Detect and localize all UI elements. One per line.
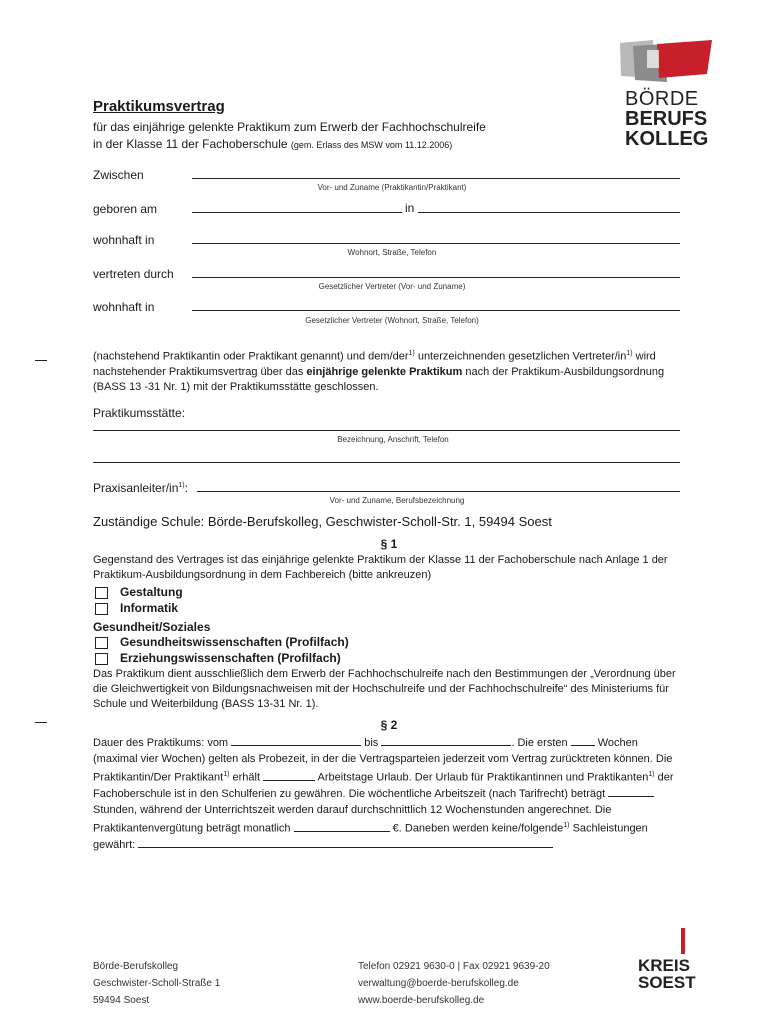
kreis-logo-bar xyxy=(681,928,685,954)
caption-name: Vor- und Zuname (Praktikantin/Praktikant) xyxy=(317,183,467,192)
option-gesundheitswissenschaften[interactable]: Gesundheitswissenschaften (Profilfach) xyxy=(95,635,349,649)
school-info: Zuständige Schule: Börde-Berufskolleg, Geschwister-Scholl-Str. 1, 59494 Soest xyxy=(93,514,552,529)
footer-school-name: Börde-Berufskolleg xyxy=(93,961,179,972)
kreis-logo-text-2: SOEST xyxy=(638,973,696,992)
kreis-soest-logo xyxy=(638,928,708,998)
kreis-logo-text-1: KREIS xyxy=(638,956,690,975)
input-line-guardian[interactable] xyxy=(192,277,680,278)
fold-mark-2 xyxy=(35,722,47,723)
label-praktikumsstaette: Praktikumsstätte: xyxy=(93,406,186,420)
input-line-birthdate[interactable] xyxy=(192,212,402,213)
input-line-guardian-address[interactable] xyxy=(192,310,680,311)
label-anleiter: Praxisanleiter/$in^{1)}$: xyxy=(93,481,188,495)
input-vacation-days[interactable] xyxy=(263,770,315,781)
option-erziehungswissenschaften[interactable]: Erziehungswissenschaften (Profilfach) xyxy=(95,651,341,665)
section-1-text-2: Das Praktikum dient ausschließlich dem Erwerb der Fachhochschulreife nach den Bestimmungen der „Verordnung über die Gleichwertigkeit von Bildungsnachweisen mit der Hochschulreife und der Fachhochschulreife“ des Ministeriums für Schule und Weiterbildung (BASS 13-31 Nr. 1). xyxy=(93,668,676,710)
checkbox-gestaltung[interactable] xyxy=(95,587,108,599)
subtitle-main: in der Klasse 11 der Fachoberschule xyxy=(93,137,288,151)
checkbox-erziehung[interactable] xyxy=(95,653,108,665)
label-wohnhaft-2: wohnhaft in xyxy=(93,300,155,314)
label-vertreten: vertreten durch xyxy=(93,267,174,281)
checkbox-gesundheit[interactable] xyxy=(95,637,108,649)
subtitle-line-1: für das einjährige gelenkte Praktikum zum Erwerb der Fachhochschulreife xyxy=(93,120,486,134)
footer-city: 59494 Soest xyxy=(93,995,150,1006)
label-wohnhaft-1: wohnhaft in xyxy=(93,233,155,247)
caption-address: Wohnort, Straße, Telefon xyxy=(347,248,437,257)
intro-paragraph: (nachstehend Praktikantin oder Praktikant genannt) und dem/der$^{1)}$ unterzeichnenden gesetzlichen Vertreter/$in^{1)}$ wird nachstehender Praktikumsvertrag über das einjährige gelenkte Praktikum nach der Praktikum-Ausbildungsordnung (BASS 13 -31 Nr. 1) mit der Praktikumsstätte geschlossen. xyxy=(93,350,665,393)
input-benefits[interactable] xyxy=(138,837,553,848)
caption-site: Bezeichnung, Anschrift, Telefon xyxy=(337,435,449,444)
input-line-name[interactable] xyxy=(192,178,680,179)
input-probation-weeks[interactable] xyxy=(571,735,595,746)
footer-address xyxy=(93,958,220,1009)
logo-text-3: KOLLEG xyxy=(625,128,709,150)
section-1-heading: § 1 xyxy=(380,537,398,551)
school-logo xyxy=(615,38,715,148)
group-gesundheit: Gesundheit/Soziales xyxy=(93,620,211,634)
footer-contact xyxy=(358,958,550,1009)
input-monthly-pay[interactable] xyxy=(294,821,390,832)
label-in: in xyxy=(405,201,415,215)
input-line-address[interactable] xyxy=(192,243,680,244)
caption-guardian-address: Gesetzlicher Vertreter (Wohnort, Straße, Telefon) xyxy=(305,316,479,325)
subtitle-line-2 xyxy=(93,137,452,151)
input-line-birthplace[interactable] xyxy=(418,212,680,213)
footer-email[interactable]: verwaltung@boerde-berufskolleg.de xyxy=(358,978,519,989)
fold-mark-1 xyxy=(35,360,47,361)
input-date-to[interactable] xyxy=(381,735,511,746)
option-informatik[interactable]: Informatik xyxy=(95,601,178,615)
input-weekly-hours[interactable] xyxy=(608,786,654,797)
checkbox-informatik[interactable] xyxy=(95,603,108,615)
footer-street: Geschwister-Scholl-Straße 1 xyxy=(93,978,221,989)
input-line-site-2[interactable] xyxy=(93,462,680,463)
footer-phone: Telefon 02921 9630-0 | Fax 02921 9639-20 xyxy=(358,961,550,972)
label-zwischen: Zwischen xyxy=(93,168,144,182)
label-geboren: geboren am xyxy=(93,202,158,216)
input-date-from[interactable] xyxy=(231,735,361,746)
caption-guardian: Gesetzlicher Vertreter (Vor- und Zuname) xyxy=(318,282,466,291)
section-2-text: Dauer des Praktikums: vom bis . Die ersten Wochen (maximal vier Wochen) gelten als Probezeit, in der die Vertragsparteien jederzeit vom Vertrag zurücktreten können. Die Praktikantin/Der Praktikant$^{1)}$ erhält Arbeitstage Urlaub. Der Urlaub für Praktikantinnen und Praktikanten$^{1)}$ der Fachoberschule ist in den Schulferien zu gewähren. Die wöchentliche Arbeitszeit (nach Tarifrecht) beträgt Stunden, während der Unterrichtszeit werden darauf durchschnittlich 12 Wochenstunden angerechnet. Die Praktikantenvergütung beträgt monatlich €. Daneben werden keine/folgende$^{1)}$ Sachleistungen gewährt: xyxy=(93,737,674,852)
logo-text-2: BERUFS xyxy=(625,108,708,130)
input-line-site[interactable] xyxy=(93,430,680,431)
option-gestaltung[interactable]: Gestaltung xyxy=(95,585,183,599)
document-title: Praktikumsvertrag xyxy=(93,98,225,115)
section-1-text: Gegenstand des Vertrages ist das einjährige gelenkte Praktikum der Klasse 11 der Fachoberschule nach Anlage 1 der Praktikum-Ausbildungsordnung in dem Fachbereich (bitte ankreuzen) xyxy=(93,554,668,581)
logo-text-1: BÖRDE xyxy=(625,88,699,110)
input-line-anleiter[interactable] xyxy=(197,491,680,492)
footer-website[interactable]: www.boerde-berufskolleg.de xyxy=(358,995,485,1006)
logo-graphic xyxy=(615,38,715,86)
caption-anleiter: Vor- und Zuname, Berufsbezeichnung xyxy=(329,496,465,505)
section-2-heading: § 2 xyxy=(380,718,398,732)
subtitle-small: (gem. Erlass des MSW vom 11.12.2006) xyxy=(290,140,453,150)
